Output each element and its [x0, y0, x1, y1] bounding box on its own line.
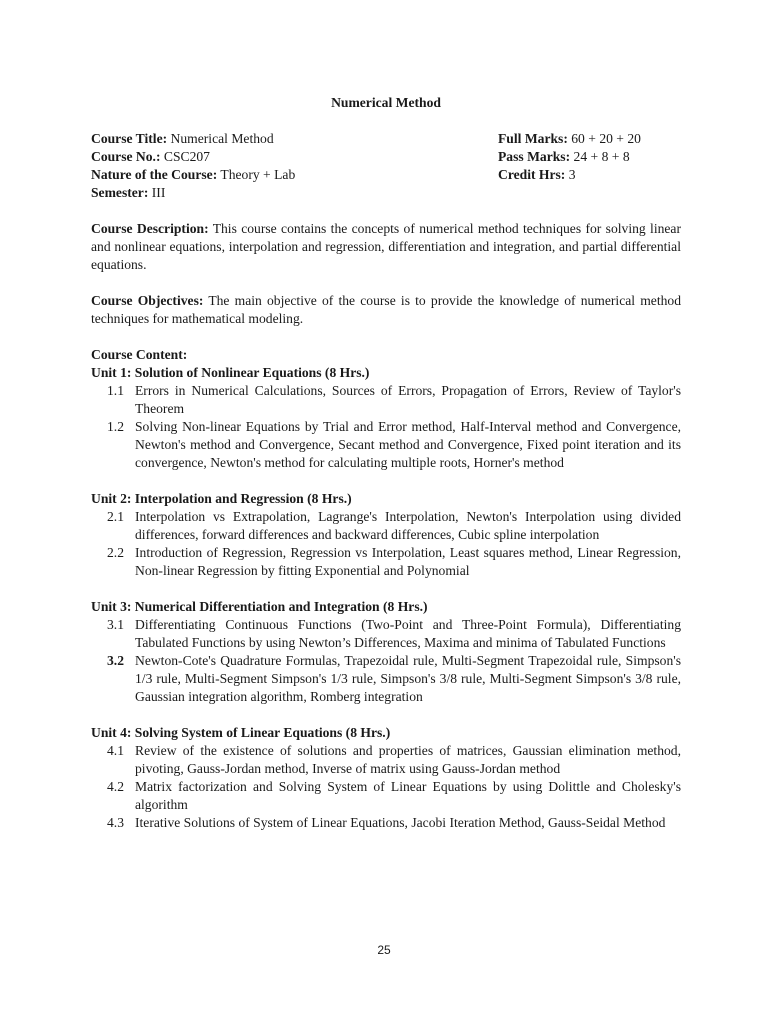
item-text: Solving Non-linear Equations by Trial and Error method, Half-Interval method and Convergence, Newton's method and Convergence, Secant method and Convergence, Fixed point iteration and its convergence, Newton's method for calculating multiple roots, Horner's method [135, 419, 681, 470]
item-number: 1.2 [107, 419, 124, 434]
nature-value: Theory + Lab [217, 167, 296, 182]
list-item [91, 382, 681, 418]
course-content-heading: Course Content: [91, 347, 188, 362]
nature-row [91, 166, 295, 184]
credit-hrs-label: Credit Hrs: [498, 167, 566, 182]
item-text: Review of the existence of solutions and properties of matrices, Gaussian elimination method, pivoting, Gauss-Jordan method, Inverse of matrix using Gauss-Jordan method [135, 743, 681, 776]
objectives-label: Course Objectives: [91, 293, 204, 308]
course-no-value: CSC207 [160, 149, 210, 164]
list-item [91, 544, 681, 580]
pass-marks-value: 24 + 8 + 8 [570, 149, 630, 164]
course-meta [91, 130, 681, 202]
course-objectives [91, 292, 681, 328]
item-number: 4.1 [107, 743, 124, 758]
list-item [91, 616, 681, 652]
credit-hrs-value: 3 [565, 167, 576, 182]
unit-title: Unit 4: Solving System of Linear Equations (8 Hrs.) [91, 725, 391, 740]
item-text: Errors in Numerical Calculations, Sources of Errors, Propagation of Errors, Review of Taylor's Theorem [135, 383, 681, 416]
course-title-label: Course Title: [91, 131, 168, 146]
course-no-label: Course No.: [91, 149, 161, 164]
list-item [91, 742, 681, 778]
full-marks-row [498, 130, 641, 148]
course-title-row [91, 130, 274, 148]
unit-title: Unit 1: Solution of Nonlinear Equations (8 Hrs.) [91, 365, 370, 380]
item-text: Interpolation vs Extrapolation, Lagrange's Interpolation, Newton's Interpolation using divided differences, forward differences and backward differences, Cubic spline interpolation [135, 509, 681, 542]
description-label: Course Description: [91, 221, 209, 236]
item-number: 2.1 [107, 509, 124, 524]
item-text: Newton-Cote's Quadrature Formulas, Trapezoidal rule, Multi-Segment Trapezoidal rule, Simpson's 1/3 rule, Multi-Segment Simpson's 1/3 rule, Simpson's 3/8 rule, Multi-Segment Simpson's 3/8 rule, Gaussian integration algorithm, Romberg integration [135, 653, 681, 704]
list-item [91, 778, 681, 814]
item-number: 1.1 [107, 383, 124, 398]
semester-label: Semester: [91, 185, 149, 200]
list-item [91, 652, 681, 706]
semester-row [91, 184, 165, 202]
item-text: Iterative Solutions of System of Linear Equations, Jacobi Iteration Method, Gauss-Seidal Method [135, 815, 666, 830]
list-item [91, 508, 681, 544]
pass-marks-row [498, 148, 630, 166]
page-number: 25 [377, 943, 391, 957]
full-marks-label: Full Marks: [498, 131, 568, 146]
semester-value: III [148, 185, 166, 200]
description-text: This course contains the concepts of numerical method techniques for solving linear and nonlinear equations, interpolation and regression, differentiation and integration, and partial differential equations. [91, 221, 681, 272]
unit-1 [91, 364, 681, 472]
document-page [91, 94, 681, 832]
pass-marks-label: Pass Marks: [498, 149, 571, 164]
course-no-row [91, 148, 210, 166]
unit-3 [91, 598, 681, 706]
objectives-text: The main objective of the course is to provide the knowledge of numerical method techniques for mathematical modeling. [91, 293, 681, 326]
page-title: Numerical Method [331, 95, 441, 110]
unit-2 [91, 490, 681, 580]
full-marks-value: 60 + 20 + 20 [567, 131, 641, 146]
item-number: 4.3 [107, 815, 124, 830]
item-number: 3.1 [107, 617, 124, 632]
item-text: Matrix factorization and Solving System of Linear Equations by using Dolittle and Cholesky's algorithm [135, 779, 681, 812]
nature-label: Nature of the Course: [91, 167, 218, 182]
list-item [91, 814, 681, 832]
item-number: 4.2 [107, 779, 124, 794]
unit-title: Unit 2: Interpolation and Regression (8 Hrs.) [91, 491, 352, 506]
unit-title: Unit 3: Numerical Differentiation and Integration (8 Hrs.) [91, 599, 428, 614]
course-title-value: Numerical Method [167, 131, 274, 146]
item-number: 2.2 [107, 545, 124, 560]
item-text: Differentiating Continuous Functions (Two-Point and Three-Point Formula), Differentiating Tabulated Functions by using Newton’s Differences, Maxima and minima of Tabulated Functions [135, 617, 681, 650]
list-item [91, 418, 681, 472]
course-description [91, 220, 681, 274]
item-number: 3.2 [107, 653, 124, 668]
unit-4 [91, 724, 681, 832]
item-text: Introduction of Regression, Regression vs Interpolation, Least squares method, Linear Regression, Non-linear Regression by fitting Exponential and Polynomial [135, 545, 681, 578]
credit-hrs-row [498, 166, 576, 184]
